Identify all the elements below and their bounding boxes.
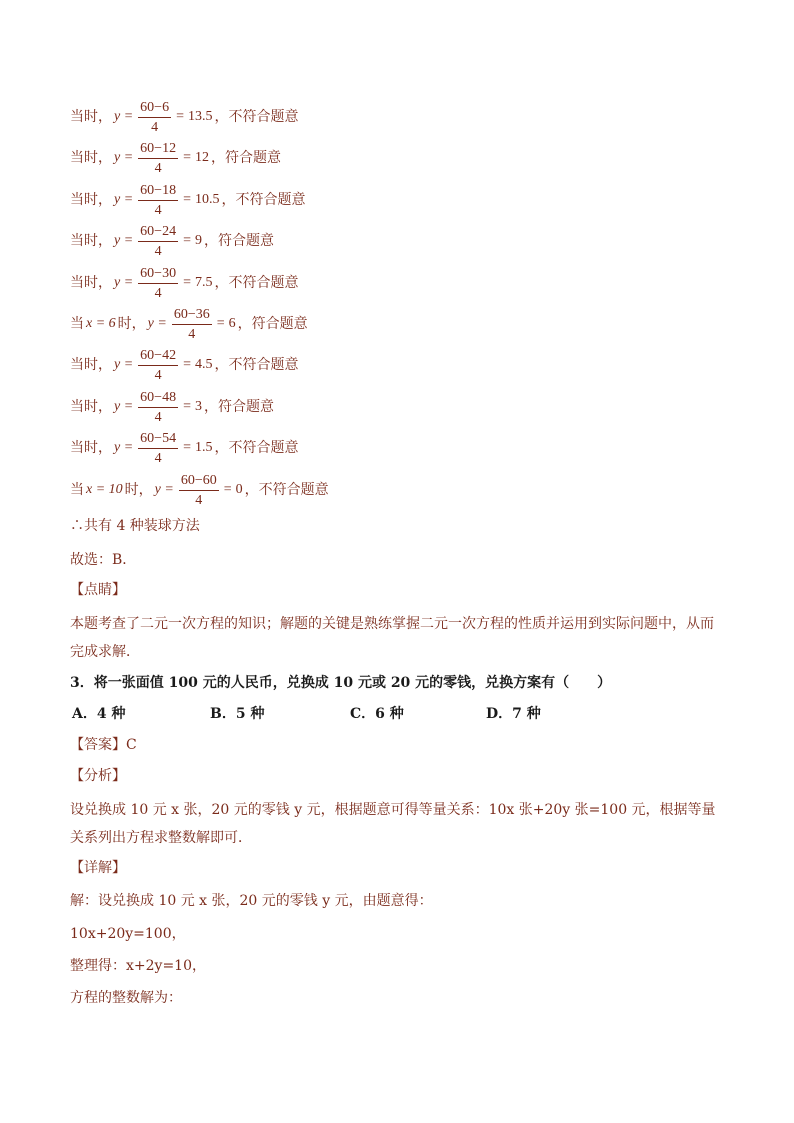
fraction-denominator: 4 [154, 160, 162, 176]
case-result: 1.5 [194, 440, 213, 455]
case-x-condition: x = 6 [86, 316, 116, 331]
fraction-numerator: 60−60 [180, 472, 217, 488]
case-prefix: 当时， [70, 192, 112, 208]
dianjing-text: 本题考查了二元一次方程的知识；解题的关键是熟练掌握二元一次方程的性质并运用到实际问题中，从而完成求解． [70, 616, 714, 660]
option-a: A．4 种 [72, 706, 126, 722]
question-text: 3．将一张面值 100 元的人民币，兑换成 10 元或 20 元的零钱，兑换方案有（ ） [70, 675, 612, 691]
answer-line [70, 735, 137, 755]
case-prefix: 当时， [70, 150, 112, 166]
detail-line-4: 方程的整数解为： [70, 990, 182, 1006]
case-prefix: 当时， [70, 440, 112, 456]
case-line [70, 262, 298, 304]
detail-line-1: 解：设兑换成 10 元 x 张，20 元的零钱 y 元，由题意得： [70, 893, 433, 909]
case-prefix: 当时， [70, 109, 112, 125]
detail-label: 【详解】 [70, 860, 126, 876]
fraction-denominator: 4 [154, 202, 162, 218]
equals-sign: = [183, 150, 191, 165]
case-note: ，符合题意 [203, 399, 274, 415]
case-line [70, 96, 298, 138]
case-prefix-2: 时， [117, 316, 146, 332]
fraction-numerator: 60−42 [140, 347, 177, 363]
fraction [138, 181, 178, 220]
option-b: B．5 种 [210, 706, 265, 722]
fraction [138, 388, 178, 427]
case-result: 6 [228, 316, 236, 331]
case-prefix: 当时， [70, 233, 112, 249]
equals-sign: = [183, 357, 191, 372]
case-line [70, 427, 298, 469]
y-variable: y = [147, 316, 167, 331]
fraction-numerator: 60−30 [140, 265, 177, 281]
fraction-numerator: 60−36 [173, 306, 210, 322]
analysis-label: 【分析】 [70, 768, 126, 784]
fraction-numerator: 60−24 [140, 223, 177, 239]
fraction-denominator: 4 [154, 367, 162, 383]
detail-line-3: 整理得：x+2y=10， [70, 958, 206, 974]
fraction [172, 305, 212, 344]
fraction [138, 139, 178, 178]
fraction [138, 222, 178, 261]
case-note: ，符合题意 [237, 316, 308, 332]
case-x-condition: x = 10 [86, 482, 123, 497]
case-result: 10.5 [194, 192, 220, 207]
detail-line-2: 10x+20y=100， [70, 926, 186, 942]
y-variable: y = [114, 192, 134, 207]
case-line [70, 179, 305, 221]
case-note: ，不符合题意 [214, 109, 299, 125]
case-line [70, 137, 281, 179]
case-note: ，不符合题意 [214, 275, 299, 291]
y-variable: y = [114, 109, 134, 124]
equals-sign: = [223, 482, 232, 497]
case-result: 13.5 [187, 109, 213, 124]
case-note: ，符合题意 [210, 150, 281, 166]
y-variable: y = [154, 482, 174, 497]
y-variable: y = [114, 399, 134, 414]
fraction-denominator: 4 [154, 243, 162, 259]
case-result: 3 [194, 399, 202, 414]
case-line [70, 386, 274, 428]
equals-sign: = [183, 275, 191, 290]
case-prefix: 当 [70, 316, 84, 332]
fraction-denominator: 4 [188, 326, 196, 342]
y-variable: y = [114, 440, 134, 455]
case-line [70, 344, 298, 386]
case-line [70, 303, 308, 345]
fraction-numerator: 60−48 [140, 389, 177, 405]
case-prefix: 当 [70, 482, 84, 498]
equals-sign: = [183, 192, 191, 207]
y-variable: y = [114, 357, 134, 372]
option-c: C．6 种 [350, 706, 404, 722]
fraction-denominator: 4 [154, 409, 162, 425]
answer-value: C [126, 737, 137, 753]
fraction-denominator: 4 [154, 450, 162, 466]
case-line [70, 220, 274, 262]
case-result: 0 [235, 482, 243, 497]
case-prefix-2: 时， [124, 482, 153, 498]
equals-sign: = [216, 316, 225, 331]
equals-sign: = [183, 399, 191, 414]
y-variable: y = [114, 233, 134, 248]
case-prefix: 当时， [70, 357, 112, 373]
fraction-numerator: 60−18 [140, 182, 177, 198]
fraction-numerator: 60−6 [140, 99, 170, 115]
case-line [70, 469, 329, 511]
case-note: ，不符合题意 [221, 192, 306, 208]
fraction-denominator: 4 [154, 285, 162, 301]
summary-line: ∴共有 4 种装球方法 [70, 518, 200, 534]
answer-label: 【答案】 [70, 737, 126, 753]
fraction [138, 98, 171, 137]
case-note: ，不符合题意 [244, 482, 329, 498]
fraction [138, 429, 178, 468]
options-row [70, 704, 670, 724]
case-note: ，不符合题意 [214, 440, 299, 456]
case-result: 9 [194, 233, 202, 248]
y-variable: y = [114, 150, 134, 165]
fraction [138, 346, 178, 385]
analysis-text: 设兑换成 10 元 x 张，20 元的零钱 y 元，根据题意可得等量关系：10x 张+20y 张=100 元，根据等量关系列出方程求整数解即可． [70, 802, 716, 846]
fraction-numerator: 60−54 [140, 430, 177, 446]
fraction [138, 264, 178, 303]
fraction-denominator: 4 [195, 492, 203, 508]
equals-sign: = [183, 233, 191, 248]
equals-sign: = [176, 109, 184, 124]
dianjing-label: 【点睛】 [70, 582, 126, 598]
case-prefix: 当时， [70, 399, 112, 415]
fraction [179, 471, 219, 510]
case-prefix: 当时， [70, 275, 112, 291]
fraction-numerator: 60−12 [140, 140, 177, 156]
option-d: D．7 种 [486, 706, 541, 722]
y-variable: y = [114, 275, 134, 290]
choice-line: 故选：B． [70, 552, 137, 568]
case-note: ，符合题意 [203, 233, 274, 249]
case-result: 7.5 [194, 275, 213, 290]
equals-sign: = [183, 440, 191, 455]
fraction-denominator: 4 [151, 119, 159, 135]
case-note: ，不符合题意 [214, 357, 299, 373]
case-result: 4.5 [194, 357, 213, 372]
case-result: 12 [194, 150, 209, 165]
